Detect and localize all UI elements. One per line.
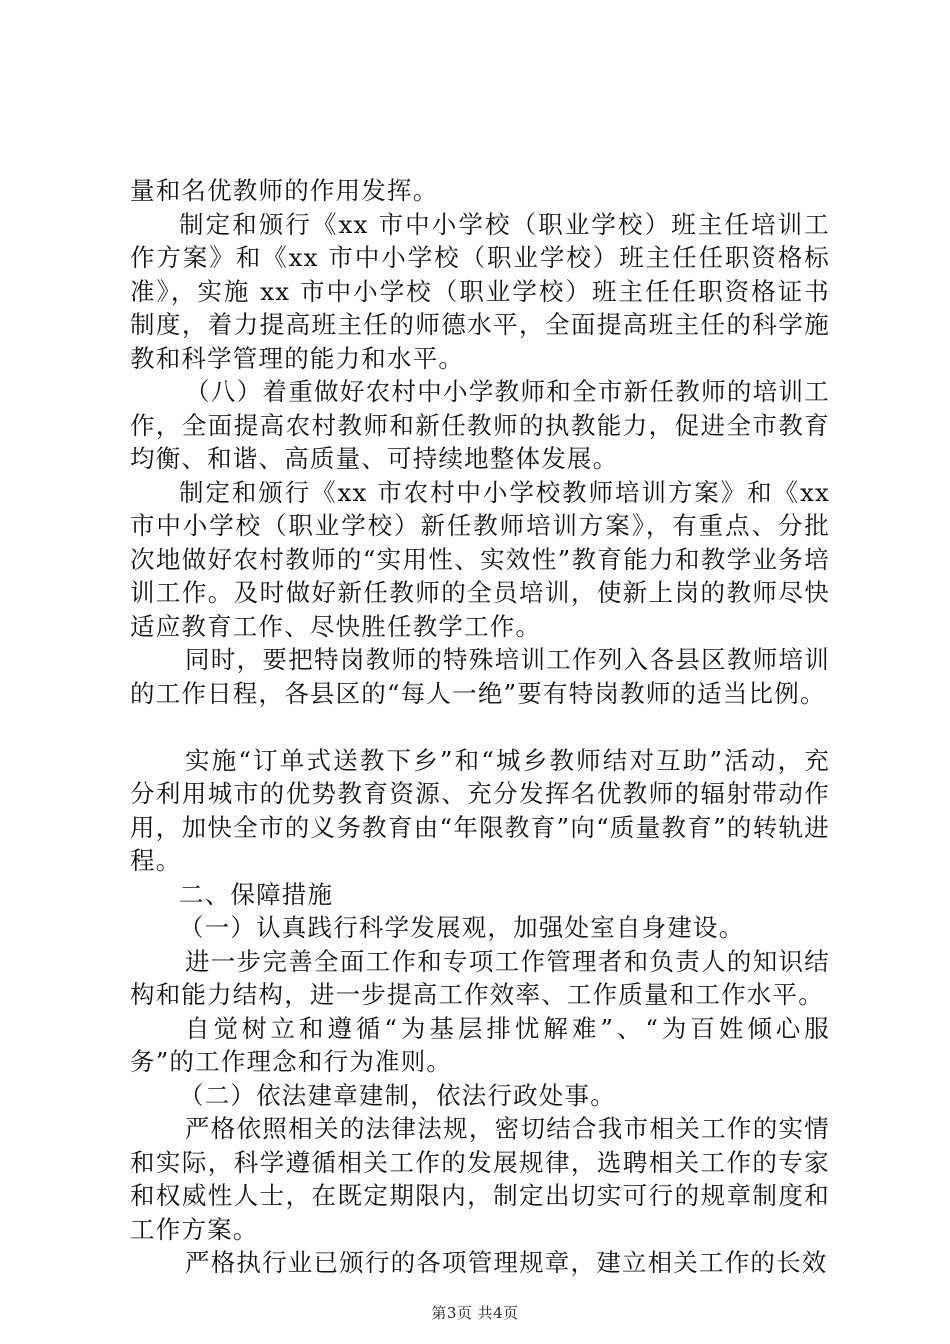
blank-line [130, 710, 830, 744]
paragraph-service-philosophy: 自觉树立和遵循“为基层排忧解难”、“为百姓倾心服务”的工作理念和行为准则。 [130, 1013, 830, 1076]
paragraph-rural-teacher-training: 制定和颁行《xx 市农村中小学校教师培训方案》和《xx 市中小学校（职业学校）新任教师培训方案》，有重点、分批次地做好农村教师的“实用性、实效性”教育能力和教学业务培训工作。及时做好新任教师的全员培训，使新上岗的教师尽快适应教育工作、尽快胜任教学工作。 [130, 477, 830, 641]
subheading-one: （一）认真践行科学发展观，加强处室自身建设。 [179, 913, 745, 942]
paragraph-enforce-regulations: 严格执行业已颁行的各项管理规章，建立相关工作的长效 [185, 1248, 828, 1277]
subheading-two: （二）依法建章建制，依法行政处事。 [179, 1080, 616, 1110]
paragraph-send-teaching-to-countryside: 实施“订单式送教下乡”和“城乡教师结对互助”活动，充分利用城市的优势教育资源、充分发挥名优教师的辐射带动作用，加快全市的义务教育由“年限教育”向“质量教育”的转轨进程。 [130, 745, 830, 875]
paragraph-class-teacher-training: 制定和颁行《xx 市中小学校（职业学校）班主任培训工作方案》和《xx 市中小学校（职业学校）班主任任职资格标准》，实施 xx 市中小学校（职业学校）班主任任职资格证书制度，着力提高班主任的师德水平，全面提高班主任的科学施教和科学管理的能力和水平。 [130, 209, 830, 373]
paragraph-improve-structure: 进一步完善全面工作和专项工作管理者和负责人的知识结构和能力结构，进一步提高工作效率、工作质量和工作水平。 [130, 946, 830, 1009]
section-heading-safeguards: 二、保障措施 [179, 879, 334, 909]
paragraph-special-post-teachers: 同时，要把特岗教师的特殊培训工作列入各县区教师培训的工作日程，各县区的“每人一绝”要有特岗教师的适当比例。 [130, 645, 830, 708]
document-body [130, 174, 830, 1280]
page-number-footer: 第3页 共4页 [431, 1304, 519, 1322]
paragraph-follow-laws: 严格依照相关的法律法规，密切结合我市相关工作的实情和实际，科学遵循相关工作的发展规律，选聘相关工作的专家和权威性人士，在既定期限内，制定出切实可行的规章制度和工作方案。 [130, 1114, 830, 1244]
paragraph-section-eight: （八）着重做好农村中小学教师和全市新任教师的培训工作，全面提高农村教师和新任教师的执教能力，促进全市教育均衡、和谐、高质量、可持续地整体发展。 [130, 377, 830, 473]
paragraph-continuation: 量和名优教师的作用发挥。 [130, 176, 439, 205]
